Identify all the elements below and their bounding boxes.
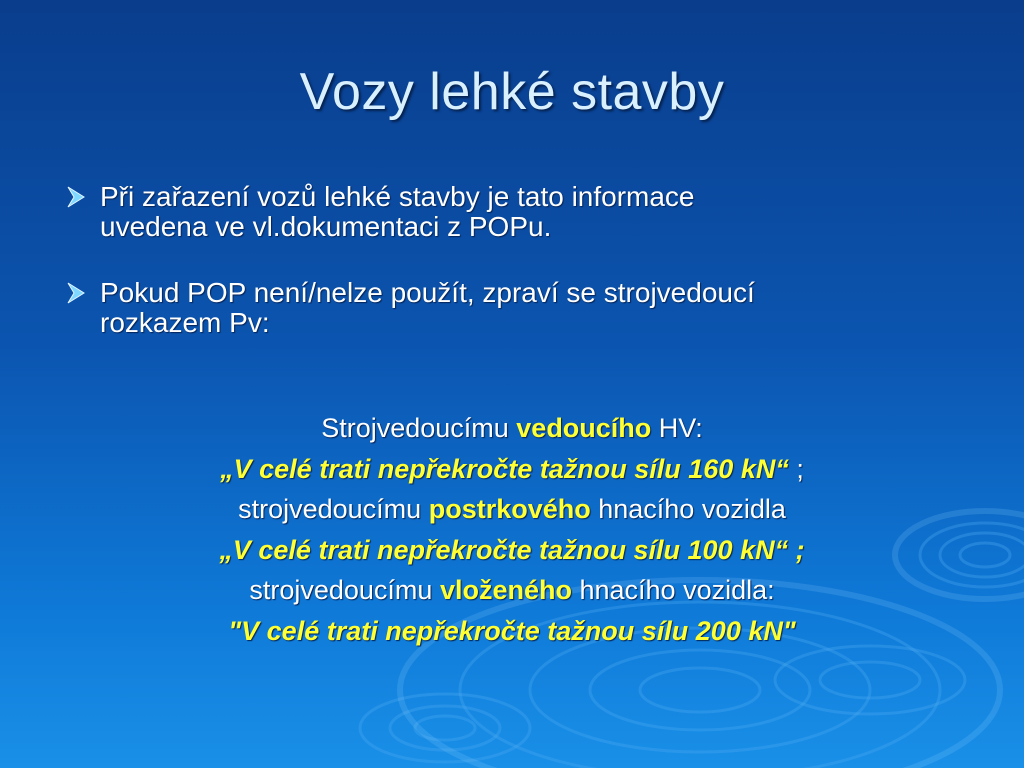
order-line-1 (0, 408, 1024, 449)
slide-title: Vozy lehké stavby (299, 63, 725, 121)
order-line-4 (0, 530, 1024, 571)
bullet-list (60, 182, 960, 374)
bullet-2-line-1: Pokud POP není/nelze použít, zpraví se strojvedoucí (100, 277, 755, 308)
order-quote-100kn: „V celé trati nepřekročte tažnou sílu 100 kN“ ; (219, 534, 805, 565)
bullet-item-2 (60, 278, 960, 338)
arrowhead-bullet-icon (66, 281, 86, 305)
order-line-6 (0, 611, 1024, 652)
inserted-locomotive-highlight: vloženého (439, 575, 572, 605)
bullet-1-line-1: Při zařazení vozů lehké stavby je tato informace (100, 181, 695, 212)
order-line-5-post: hnacího vozidla: (571, 575, 775, 605)
order-line-2-post: ; (788, 453, 804, 484)
order-line-5-pre: strojvedoucímu (249, 575, 440, 605)
bullet-1-line-2: uvedena ve vl.dokumentaci z POPu. (100, 211, 552, 242)
pusher-locomotive-highlight: postrkového (428, 494, 591, 524)
order-line-3-pre: strojvedoucímu (238, 494, 429, 524)
lead-locomotive-highlight: vedoucího (516, 413, 652, 443)
order-line-3-post: hnacího vozidla (590, 494, 786, 524)
order-quote-200kn: "V celé trati nepřekročte tažnou sílu 200 kN" (228, 615, 796, 646)
arrowhead-bullet-icon (66, 185, 86, 209)
order-line-1-pre: Strojvedoucímu (321, 413, 517, 443)
order-line-5 (0, 570, 1024, 611)
order-line-1-post: HV: (651, 413, 703, 443)
order-quote-160kn: „V celé trati nepřekročte tažnou sílu 160 kN“ (220, 453, 789, 484)
order-line-2 (0, 449, 1024, 490)
order-line-3 (0, 489, 1024, 530)
bullet-item-1 (60, 182, 960, 242)
bullet-2-line-2: rozkazem Pv: (100, 307, 270, 338)
order-text-block (0, 408, 1024, 651)
